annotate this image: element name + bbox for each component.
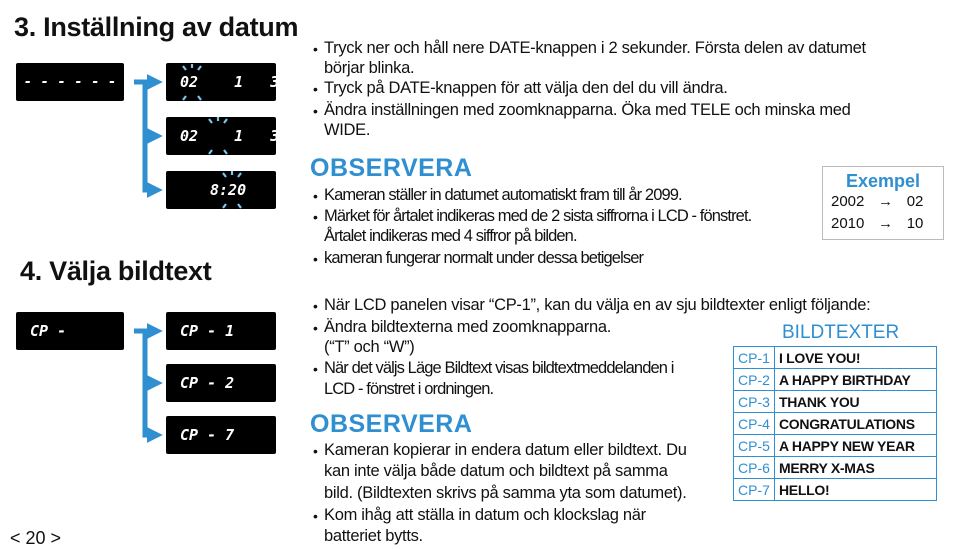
instruction-text: Tryck ner och håll nere DATE-knappen i 2 sekunder. Första delen av datumet <box>324 39 866 57</box>
note-text: Kameran ställer in datumet automatiskt fram till år 2099. <box>324 186 682 204</box>
note-text: Kom ihåg att ställa in datum och klockslag när <box>324 506 646 524</box>
caption-code: CP-7 <box>734 479 775 500</box>
example-from: 2002 <box>831 193 865 210</box>
note-text: kan inte välja både datum och bildtext på samma <box>324 462 668 480</box>
instruction-text: Ändra bildtexterna med zoomknapparna. <box>324 318 611 336</box>
note-text: batteriet bytts. <box>324 527 423 545</box>
bullet-dot: • <box>313 188 318 204</box>
example-from: 2010 <box>831 215 865 232</box>
note-text: Årtalet indikeras med 4 siffror på bilden. <box>324 227 577 245</box>
page-number: < 20 > <box>10 528 62 548</box>
instruction-text: börjar blinka. <box>324 59 415 77</box>
caption-code: CP-2 <box>734 369 775 390</box>
instruction-text: Ändra inställningen med zoomknapparna. Öka med TELE och minska med <box>324 101 851 119</box>
instruction-text: LCD - fönstret i ordningen. <box>324 380 494 398</box>
caption-code: CP-6 <box>734 457 775 478</box>
lcd-caption-initial-text: CP - <box>30 322 67 340</box>
instruction-text: När LCD panelen visar “CP-1”, kan du välja en av sju bildtexter enligt följande: <box>324 296 871 314</box>
bullet-dot: • <box>313 251 318 267</box>
caption-text: CONGRATULATIONS <box>779 415 915 432</box>
blink-icon <box>224 150 227 154</box>
note-text: Märket för årtalet indikeras med de 2 sista siffrorna i LCD - fönstret. <box>324 207 752 225</box>
example-to: 10 <box>906 215 924 232</box>
captions-table-title: BILDTEXTER <box>782 322 900 343</box>
caption-code: CP-4 <box>734 413 775 434</box>
bullet-dot: • <box>313 81 318 97</box>
arrow-right-icon: → <box>878 215 894 232</box>
blink-marks <box>183 64 241 208</box>
caption-code: CP-3 <box>734 391 775 412</box>
lcd-caption-2-text: CP - 2 <box>180 374 235 392</box>
lcd-caption-1-text: CP - 1 <box>180 322 235 340</box>
bullet-dot: • <box>313 443 318 459</box>
blink-icon <box>209 150 212 154</box>
note-heading: OBSERVERA <box>310 154 473 182</box>
blink-icon <box>198 66 201 70</box>
arrow-right-icon <box>145 82 158 136</box>
caption-text: HELLO! <box>779 481 830 498</box>
blink-icon <box>183 96 186 100</box>
lcd-caption-7-text: CP - 7 <box>180 426 235 444</box>
blink-icon <box>224 119 227 123</box>
blink-icon <box>183 66 186 70</box>
bullet-dot: • <box>313 103 318 119</box>
bullet-dot: • <box>313 508 318 524</box>
caption-text: A HAPPY BIRTHDAY <box>779 371 911 388</box>
caption-text: THANK YOU <box>779 393 860 410</box>
caption-text: I LOVE YOU! <box>779 349 861 366</box>
arrow-right-icon <box>145 331 158 383</box>
instruction-text: (“T” och “W”) <box>324 338 415 356</box>
section-4-title: 4. Välja bildtext <box>20 256 212 286</box>
arrow-right-icon: → <box>878 193 894 210</box>
note-heading: OBSERVERA <box>310 410 473 438</box>
caption-text: A HAPPY NEW YEAR <box>779 437 915 454</box>
arrow-right-icon <box>145 383 158 435</box>
instruction-text: När det väljs Läge Bildtext visas bildtextmeddelanden i <box>324 359 674 377</box>
arrow-right-icon <box>145 136 158 190</box>
blink-icon <box>198 96 201 100</box>
bullet-dot: • <box>313 361 318 377</box>
lcd-date-year-text: 02 1 3 <box>180 73 280 91</box>
blink-icon <box>238 173 241 177</box>
lcd-date-initial-text: - - - - - - <box>23 74 117 90</box>
lcd-time-text: 8:20 <box>210 181 247 199</box>
bullet-dot: • <box>313 298 318 314</box>
example-title: Exempel <box>845 171 921 191</box>
bullet-dot: • <box>313 209 318 225</box>
bullet-dot: • <box>313 320 318 336</box>
blink-icon <box>223 173 226 177</box>
note-text: Kameran kopierar in endera datum eller bildtext. Du <box>324 441 687 459</box>
instruction-text: Tryck på DATE-knappen för att välja den del du vill ändra. <box>324 79 728 97</box>
note-text: kameran fungerar normalt under dessa betigelser <box>324 249 644 267</box>
section-3-title: 3. Inställning av datum <box>14 12 299 42</box>
blink-icon <box>238 204 241 208</box>
blink-icon <box>223 204 226 208</box>
note-text: bild. (Bildtexten skrivs på samma yta som datumet). <box>324 484 687 502</box>
blink-icon <box>209 119 212 123</box>
bullet-dot: • <box>313 41 318 57</box>
lcd-date-month-text: 02 1 3 <box>180 127 280 145</box>
instruction-text: WIDE. <box>324 121 371 139</box>
example-to: 02 <box>906 193 924 210</box>
caption-code: CP-1 <box>734 347 775 368</box>
caption-text: MERRY X-MAS <box>779 459 875 476</box>
caption-code: CP-5 <box>734 435 775 456</box>
